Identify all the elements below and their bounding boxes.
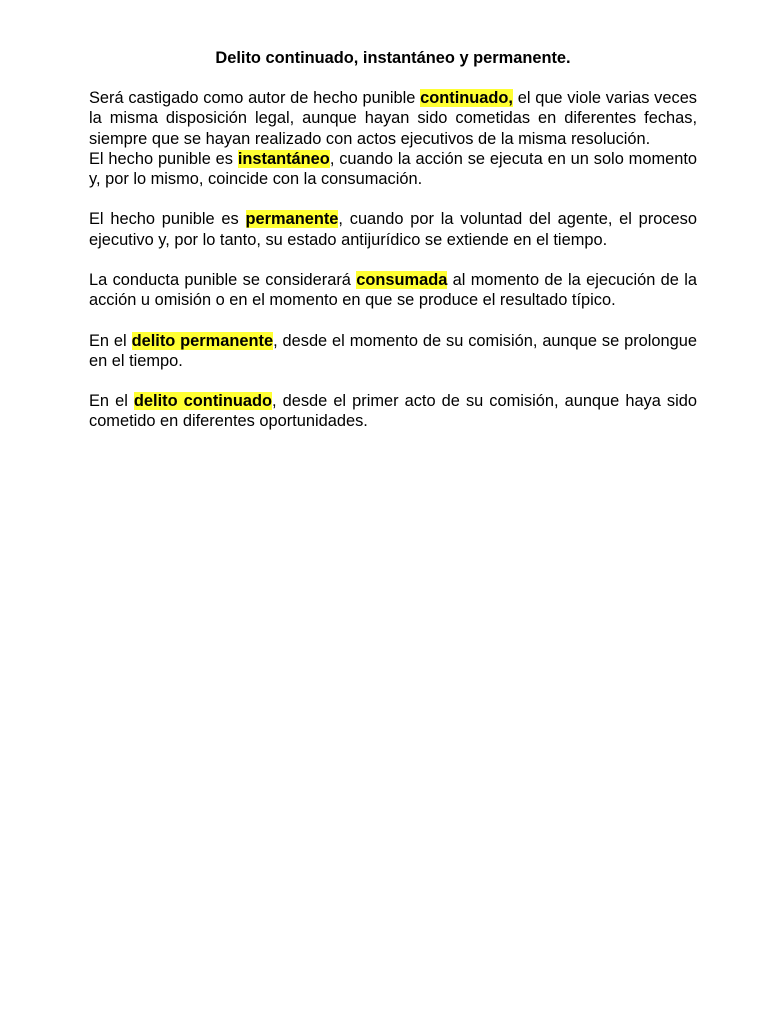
highlighted-term: permanente bbox=[245, 210, 339, 229]
paragraph-text: El hecho punible es bbox=[89, 149, 238, 168]
highlighted-term: instantáneo bbox=[237, 149, 330, 168]
paragraph-delito-continuado bbox=[89, 391, 697, 431]
document-page bbox=[89, 48, 697, 432]
paragraph-spacer bbox=[89, 189, 697, 209]
document-title: Delito continuado, instantáneo y permanente. bbox=[215, 49, 571, 67]
paragraph-consumada bbox=[89, 270, 697, 310]
paragraph-text: En el bbox=[89, 331, 132, 350]
paragraph-text: el que viole varias veces la misma disposición legal, aunque hayan sido cometidas en diferentes fechas, siempre que se hayan realizado con actos ejecutivos de la misma resolución. bbox=[89, 89, 697, 148]
paragraph-text: , desde el momento de su comisión, aunque se prolongue en el tiempo. bbox=[89, 331, 697, 370]
paragraph-text: , cuando la acción se ejecuta en un solo momento y, por lo mismo, coincide con la consumación. bbox=[89, 149, 697, 188]
highlighted-term: consumada bbox=[356, 270, 448, 289]
paragraph-permanente bbox=[89, 209, 697, 249]
paragraph-text: Será castigado como autor de hecho punible bbox=[89, 89, 421, 108]
paragraph-spacer bbox=[89, 371, 697, 391]
highlighted-term: delito permanente bbox=[131, 331, 274, 350]
paragraph-text: , desde el primer acto de su comisión, aunque haya sido cometido en diferentes oportunidades. bbox=[89, 392, 697, 431]
paragraph-spacer bbox=[89, 310, 697, 330]
paragraph-continuado bbox=[89, 88, 697, 149]
paragraph-text: El hecho punible es bbox=[89, 210, 246, 229]
highlighted-term: continuado, bbox=[420, 89, 513, 108]
paragraph-text: al momento de la ejecución de la acción u omisión o en el momento en que se produce el resultado típico. bbox=[89, 270, 697, 310]
paragraph-instantaneo bbox=[89, 149, 697, 189]
paragraph-spacer bbox=[89, 250, 697, 270]
paragraph-text: En el bbox=[89, 392, 134, 411]
paragraph-text: La conducta punible se considerará bbox=[89, 270, 357, 289]
paragraph-text: , cuando por la voluntad del agente, el proceso ejecutivo y, por lo tanto, su estado antijurídico se extiende en el tiempo. bbox=[89, 210, 697, 249]
highlighted-term: delito continuado bbox=[133, 392, 272, 411]
paragraph-delito-permanente bbox=[89, 331, 697, 371]
